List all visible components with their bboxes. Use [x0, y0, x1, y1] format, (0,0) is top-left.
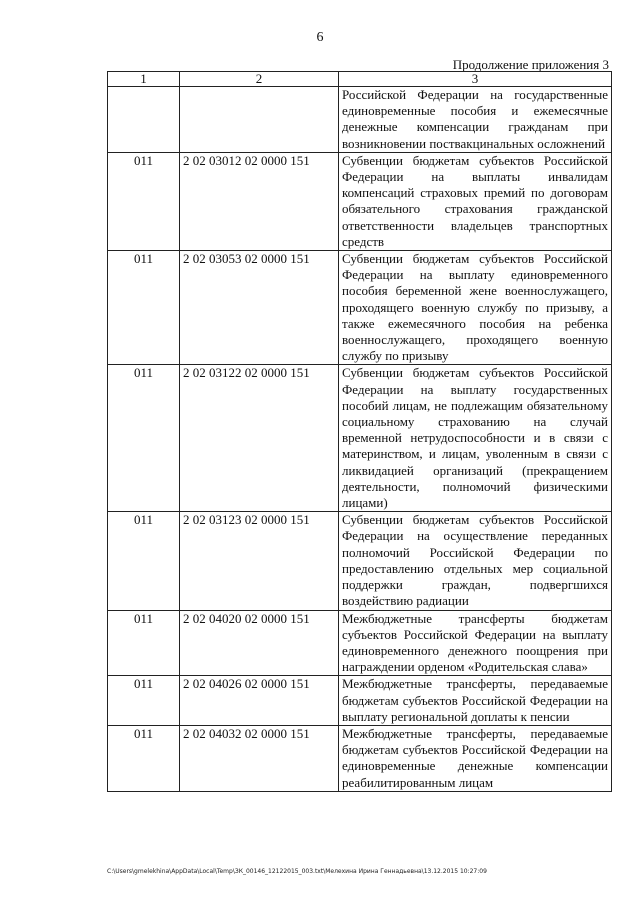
- header-cell-1: 1: [108, 72, 180, 87]
- page-number: 6: [316, 30, 324, 45]
- description-cell: Межбюджетные трансферты бюджетам субъектов Российской Федерации на выплату единовременного денежного поощрения при награждении орденом «Родительская слава»: [339, 610, 612, 676]
- table-header: [108, 72, 612, 87]
- description-cell: Российской Федерации на государственные единовременные пособия и ежемесячные денежные компенсации гражданам при возникновении поствакцинальных осложнений: [339, 87, 612, 153]
- budget-codes-table: [107, 71, 612, 792]
- budget-code-cell: 2 02 03012 02 0000 151: [180, 152, 339, 250]
- budget-code-cell: 2 02 03053 02 0000 151: [180, 251, 339, 365]
- description-cell: Субвенции бюджетам субъектов Российской Федерации на осуществление переданных полномочий Российской Федерации по предоставлению отдельных мер социальной поддержки граждан, подвергшихся воздействию радиации: [339, 512, 612, 610]
- admin-code-cell: 011: [108, 152, 180, 250]
- header-cell-2: 2: [180, 72, 339, 87]
- admin-code-cell: 011: [108, 512, 180, 610]
- table-row: [108, 725, 612, 791]
- budget-code-cell: 2 02 04020 02 0000 151: [180, 610, 339, 676]
- budget-code-cell: 2 02 04032 02 0000 151: [180, 725, 339, 791]
- table-row: [108, 87, 612, 153]
- description-cell: Субвенции бюджетам субъектов Российской Федерации на выплаты инвалидам компенсаций страховых премий по договорам обязательного страхования гражданской ответственности владельцев транспортных средств: [339, 152, 612, 250]
- table-row: [108, 512, 612, 610]
- budget-code-cell: 2 02 03122 02 0000 151: [180, 365, 339, 512]
- table-row: [108, 365, 612, 512]
- admin-code-cell: 011: [108, 676, 180, 726]
- header-row: [108, 72, 612, 87]
- admin-code-cell: 011: [108, 610, 180, 676]
- table-row: [108, 251, 612, 365]
- admin-code-cell: 011: [108, 725, 180, 791]
- continuation-label: Продолжение приложения 3: [452, 57, 609, 72]
- table-row: [108, 676, 612, 726]
- admin-code-cell: 011: [108, 365, 180, 512]
- admin-code-cell: [108, 87, 180, 153]
- description-cell: Межбюджетные трансферты, передаваемые бюджетам субъектов Российской Федерации на единовременные денежные компенсации реабилитированным лицам: [339, 725, 612, 791]
- description-cell: Субвенции бюджетам субъектов Российской Федерации на выплату единовременного пособия беременной жене военнослужащего, проходящего военную службу по призыву, а также ежемесячного пособия на ребенка военнослужащего, проходящего военную службу по призыву: [339, 251, 612, 365]
- budget-code-cell: [180, 87, 339, 153]
- header-cell-3: 3: [339, 72, 612, 87]
- table-row: [108, 152, 612, 250]
- description-cell: Межбюджетные трансферты, передаваемые бюджетам субъектов Российской Федерации на выплату региональной доплаты к пенсии: [339, 676, 612, 726]
- description-cell: Субвенции бюджетам субъектов Российской Федерации на выплату государственных пособий лицам, не подлежащим обязательному социальному страхованию на случай временной нетрудоспособности и в связи с материнством, и лицам, уволенным в связи с ликвидацией организаций (прекращением деятельности, полномочий физическими лицами): [339, 365, 612, 512]
- admin-code-cell: 011: [108, 251, 180, 365]
- file-path-footer: C:\Users\gmelekhina\AppData\Local\Temp\ЗК_00146_12122015_003.txt\Мелехина Ирина Геннадьевна\13.12.2015 10:27:09: [107, 868, 487, 875]
- budget-code-cell: 2 02 03123 02 0000 151: [180, 512, 339, 610]
- table-body: [108, 87, 612, 792]
- budget-code-cell: 2 02 04026 02 0000 151: [180, 676, 339, 726]
- table-row: [108, 610, 612, 676]
